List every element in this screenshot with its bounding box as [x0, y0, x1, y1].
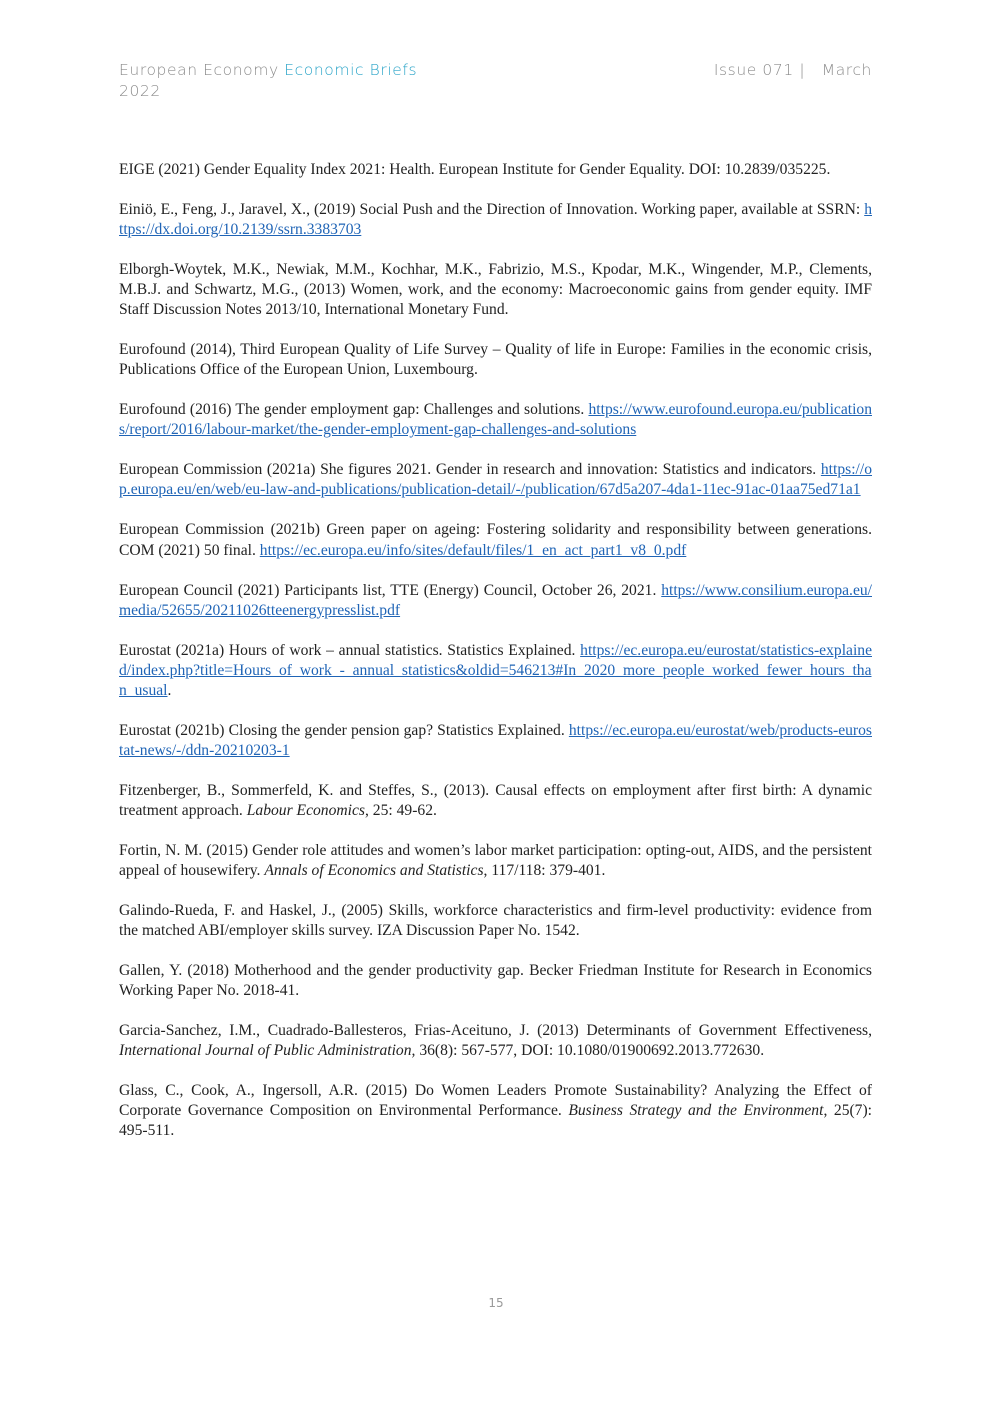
reference-entry	[119, 721, 872, 761]
reference-text: Eurostat (2021b) Closing the gender pension gap? Statistics Explained.	[119, 721, 569, 739]
reference-journal: International Journal of Public Administration,	[119, 1042, 416, 1060]
reference-entry	[119, 961, 872, 1001]
reference-entry	[119, 1021, 872, 1061]
header-publication	[119, 60, 417, 81]
reference-text: Eurofound (2014), Third European Quality of Life Survey – Quality of life in Europe: Families in the economic crisis, Publications Office of the European Union, Luxembourg.	[119, 341, 872, 379]
page-number: 15	[488, 1296, 504, 1310]
reference-link[interactable]: https://dx.doi.org/10.2139/ssrn.3383703	[119, 200, 872, 239]
series-name: Economic Briefs	[284, 61, 418, 79]
reference-suffix: , 25: 49-62.	[364, 801, 437, 819]
issue-year: 2022	[119, 82, 161, 100]
reference-suffix: , 117/118: 379-401.	[483, 862, 606, 880]
reference-text: Gallen, Y. (2018) Motherhood and the gender productivity gap. Becker Friedman Institute for Research in Economics Working Paper No. 2018-41.	[119, 962, 872, 1000]
reference-text: Eurostat (2021a) Hours of work – annual statistics. Statistics Explained.	[119, 641, 581, 659]
reference-suffix: 36(8): 567-577, DOI: 10.1080/01900692.2013.772630.	[415, 1042, 765, 1060]
issue-info: Issue 071 | March	[713, 61, 872, 79]
reference-text: Fortin, N. M. (2015) Gender role attitudes and women’s labor market participation: opting-out, AIDS, and the persistent appeal of housewifery.	[119, 841, 872, 880]
reference-journal: Labour Economics	[246, 801, 365, 819]
reference-text: Fitzenberger, B., Sommerfeld, K. and Steffes, S., (2013). Causal effects on employment after first birth: A dynamic treatment approach.	[119, 781, 872, 819]
reference-text: European Commission (2021a) She figures 2021. Gender in research and innovation: Statistics and indicators.	[119, 461, 821, 479]
reference-link[interactable]: https://ec.europa.eu/eurostat/statistics-explained/index.php?title=Hours_of_work_-_annual_statistics&oldid=546213#In_2020_more_people_worked_fewer_hours_than_usual	[119, 641, 872, 699]
reference-text: EIGE (2021) Gender Equality Index 2021: Health. European Institute for Gender Equality. DOI: 10.2839/035225.	[119, 161, 831, 178]
reference-suffix: , 25(7): 495-511.	[119, 1102, 872, 1140]
publication-name: European Economy	[119, 61, 279, 79]
reference-entry	[119, 340, 872, 380]
reference-entry	[119, 1081, 872, 1141]
reference-text: Garcia-Sanchez, I.M., Cuadrado-Ballesteros, Frias-Aceituno, J. (2013) Determinants of Government Effectiveness,	[119, 1022, 872, 1040]
reference-link[interactable]: https://ec.europa.eu/info/sites/default/files/1_en_act_part1_v8_0.pdf	[259, 541, 687, 559]
reference-journal: Annals of Economics and Statistics	[264, 862, 484, 880]
reference-entry	[119, 200, 872, 240]
reference-entry	[119, 581, 872, 621]
reference-entry	[119, 520, 872, 560]
reference-journal: Business Strategy and the Environment	[568, 1102, 824, 1120]
reference-link[interactable]: https://www.consilium.europa.eu/media/52655/20211026tteenergypresslist.pdf	[119, 581, 872, 619]
reference-link[interactable]: https://op.europa.eu/en/web/eu-law-and-publications/publication-detail/-/publication/67d5a207-4da1-11ec-91ac-01aa75ed71a1	[119, 461, 872, 499]
reference-text: Elborgh-Woytek, M.K., Newiak, M.M., Kochhar, M.K., Fabrizio, M.S., Kpodar, M.K., Wingender, M.P., Clements, M.B.J. and Schwartz, M.G., (2013) Women, work, and the economy: Macroeconomic gains from gender equity. IMF Staff Discussion Notes 2013/10, International Monetary Fund.	[119, 261, 872, 319]
reference-entry	[119, 400, 872, 440]
reference-text: Eurofound (2016) The gender employment gap: Challenges and solutions.	[119, 401, 589, 419]
reference-entry	[119, 641, 872, 701]
reference-entry	[119, 781, 872, 821]
reference-text: Einiö, E., Feng, J., Jaravel, X., (2019) Social Push and the Direction of Innovation. Working paper, available at SSRN:	[119, 200, 865, 218]
reference-entry	[119, 460, 872, 500]
reference-entry	[119, 260, 872, 320]
reference-text: Glass, C., Cook, A., Ingersoll, A.R. (2015) Do Women Leaders Promote Sustainability? Analyzing the Effect of Corporate Governance Composition on Environmental Performance.	[119, 1082, 872, 1120]
reference-suffix: .	[167, 681, 172, 699]
reference-text: European Commission (2021b) Green paper on ageing: Fostering solidarity and responsibility between generations. COM (2021) 50 final.	[119, 521, 872, 559]
reference-text: European Council (2021) Participants list, TTE (Energy) Council, October 26, 2021.	[119, 581, 662, 599]
reference-text: Galindo-Rueda, F. and Haskel, J., (2005) Skills, workforce characteristics and firm-level productivity: evidence from the matched ABI/employer skills survey. IZA Discussion Paper No. 1542.	[119, 902, 872, 940]
reference-link[interactable]: https://www.eurofound.europa.eu/publications/report/2016/labour-market/the-gender-employment-gap-challenges-and-solutions	[119, 401, 872, 439]
reference-link[interactable]: https://ec.europa.eu/eurostat/web/products-eurostat-news/-/ddn-20210203-1	[119, 721, 872, 759]
reference-list	[119, 160, 872, 1161]
reference-entry	[119, 160, 872, 180]
reference-entry	[119, 841, 872, 881]
reference-entry	[119, 901, 872, 941]
